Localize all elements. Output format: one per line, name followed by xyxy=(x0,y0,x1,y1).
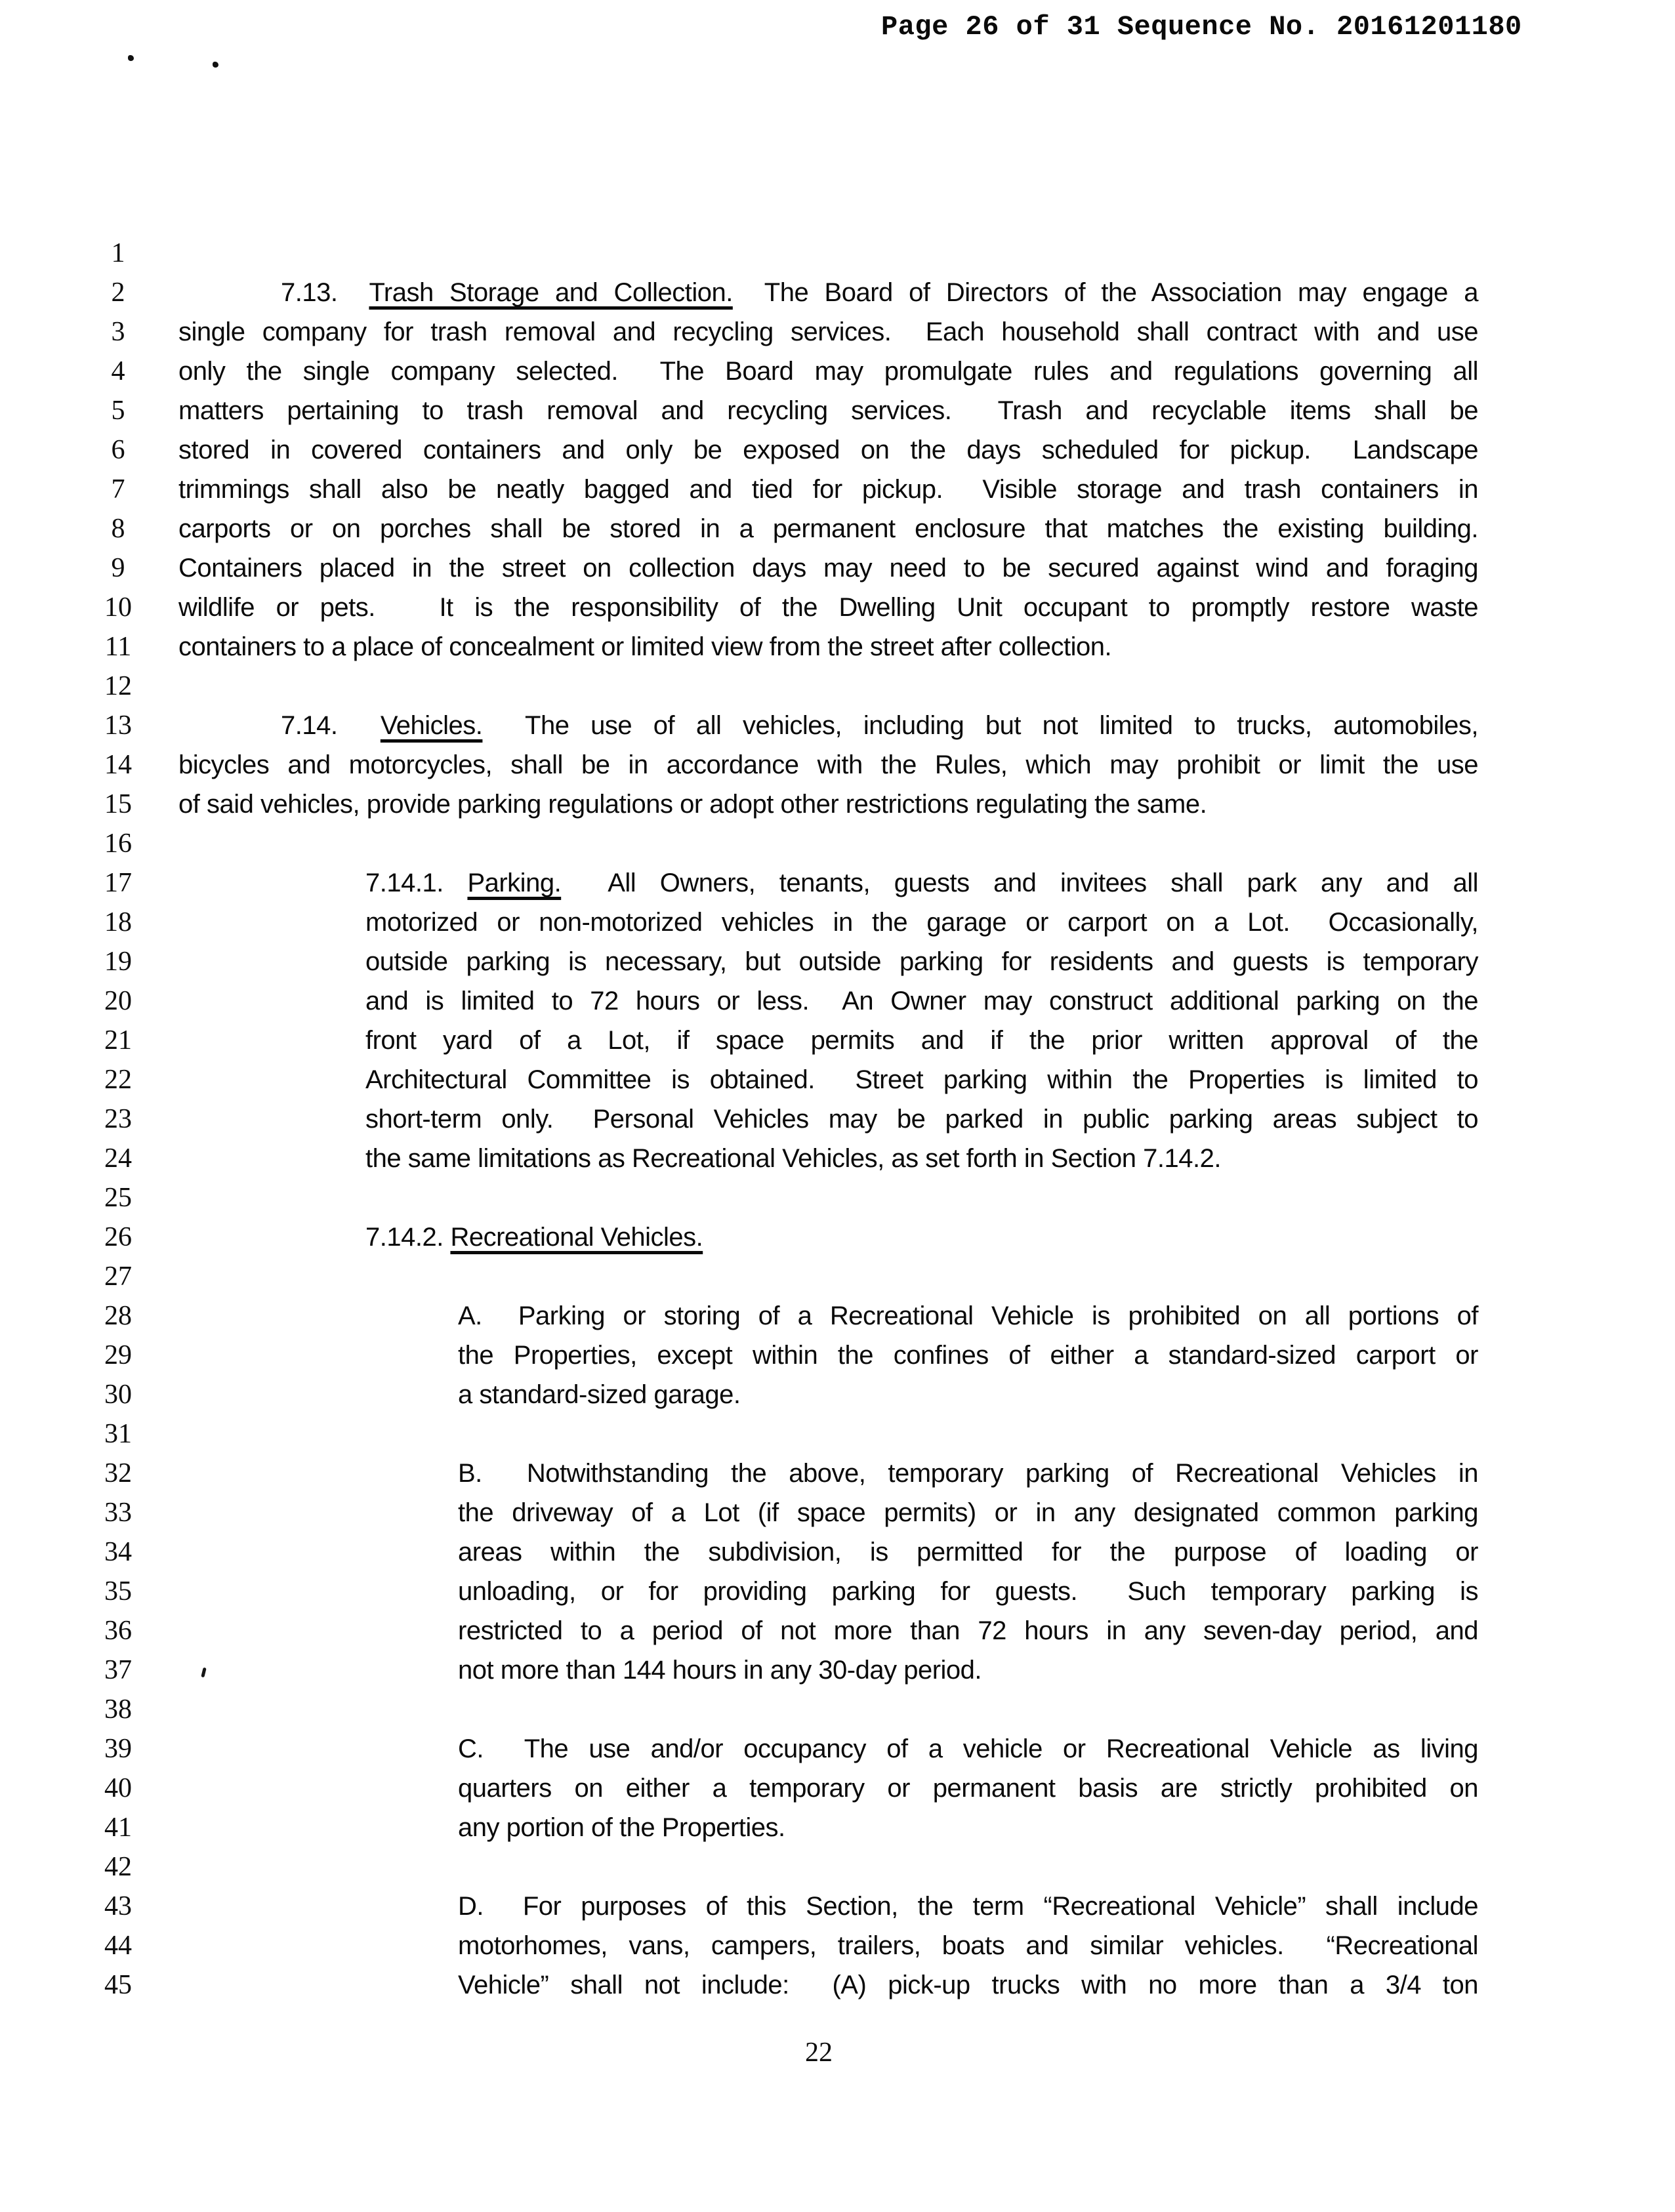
line-number: 23 xyxy=(104,1104,132,1134)
text-segment: a standard-sized garage. xyxy=(458,1380,741,1409)
text-segment: Containers placed in the street on collection days may need to be secured against wind and foraging xyxy=(178,554,1478,583)
line-number: 26 xyxy=(104,1222,132,1252)
line-number: 22 xyxy=(104,1065,132,1095)
document-line xyxy=(0,706,1675,745)
document-line xyxy=(0,666,1675,706)
text-segment: and is limited to 72 hours or less. An Owner may construct additional parking on the xyxy=(365,987,1478,1015)
line-number: 17 xyxy=(104,868,132,898)
line-text xyxy=(178,745,1478,785)
document-line xyxy=(0,1099,1675,1139)
text-segment: motorhomes, vans, campers, trailers, boats and similar vehicles. “Recreational xyxy=(458,1931,1478,1960)
document-line xyxy=(0,1650,1675,1690)
document-line xyxy=(0,1178,1675,1218)
document-line xyxy=(0,1847,1675,1887)
line-text xyxy=(458,1808,1478,1847)
text-segment: outside parking is necessary, but outside parking for residents and guests is temporary xyxy=(365,947,1478,976)
line-number: 25 xyxy=(104,1183,132,1213)
document-line xyxy=(0,588,1675,627)
line-text xyxy=(458,1769,1478,1808)
text-segment: the Properties, except within the confines of either a standard-sized carport or xyxy=(458,1341,1478,1370)
line-number: 7 xyxy=(111,474,125,504)
document-line xyxy=(0,1336,1675,1375)
text-segment: unloading, or for providing parking for guests. Such temporary parking is xyxy=(458,1577,1478,1606)
line-text xyxy=(458,1926,1478,1965)
line-number: 36 xyxy=(104,1616,132,1646)
document-line xyxy=(0,1021,1675,1060)
text-segment: not more than 144 hours in any 30-day period. xyxy=(458,1656,982,1685)
document-line xyxy=(0,1375,1675,1414)
line-number: 24 xyxy=(104,1143,132,1174)
line-text xyxy=(458,1650,1478,1690)
document-line xyxy=(0,234,1675,273)
line-text xyxy=(365,942,1478,981)
text-segment: A. Parking or storing of a Recreational Vehicle is prohibited on all portions of xyxy=(458,1301,1478,1330)
text-segment: carports or on porches shall be stored in a permanent enclosure that matches the existing building. xyxy=(178,514,1478,543)
document-line xyxy=(0,1257,1675,1296)
line-text xyxy=(458,1611,1478,1650)
line-text xyxy=(178,627,1478,666)
line-number: 40 xyxy=(104,1773,132,1803)
line-text xyxy=(365,1060,1478,1099)
line-text xyxy=(458,1296,1478,1336)
document-line xyxy=(0,273,1675,312)
line-number: 41 xyxy=(104,1813,132,1843)
text-segment: bicycles and motorcycles, shall be in accordance with the Rules, which may prohibit or limit the use xyxy=(178,750,1478,779)
line-number: 30 xyxy=(104,1380,132,1410)
line-text xyxy=(178,548,1478,588)
line-text xyxy=(365,863,1478,903)
line-text xyxy=(178,509,1478,548)
line-number: 11 xyxy=(104,632,132,662)
line-number: 32 xyxy=(104,1458,132,1488)
line-number: 13 xyxy=(104,710,132,741)
line-text xyxy=(178,470,1478,509)
text-segment: the same limitations as Recreational Vehicles, as set forth in Section 7.14.2. xyxy=(365,1144,1221,1173)
document-line xyxy=(0,1218,1675,1257)
line-number: 31 xyxy=(104,1419,132,1449)
line-number: 21 xyxy=(104,1025,132,1055)
line-text xyxy=(458,1375,1478,1414)
document-line xyxy=(0,1454,1675,1493)
section-title-underlined: Trash Storage and Collection. xyxy=(369,278,733,307)
document-line xyxy=(0,548,1675,588)
text-segment: front yard of a Lot, if space permits and if the prior written approval of the xyxy=(365,1026,1478,1055)
document-line xyxy=(0,1729,1675,1769)
text-segment: restricted to a period of not more than 72 hours in any seven-day period, and xyxy=(458,1616,1478,1645)
text-segment: The use of all vehicles, including but not limited to trucks, automobiles, xyxy=(482,711,1478,740)
line-number: 28 xyxy=(104,1301,132,1331)
line-number: 27 xyxy=(104,1261,132,1292)
document-line xyxy=(0,1139,1675,1178)
text-segment: All Owners, tenants, guests and invitees shall park any and all xyxy=(561,869,1478,897)
line-number: 3 xyxy=(111,317,125,347)
line-number: 9 xyxy=(111,553,125,583)
line-text xyxy=(178,391,1478,430)
line-number: 34 xyxy=(104,1537,132,1567)
document-line xyxy=(0,942,1675,981)
line-number: 10 xyxy=(104,592,132,623)
line-number: 12 xyxy=(104,671,132,701)
line-text xyxy=(365,903,1478,942)
document-line xyxy=(0,1572,1675,1611)
text-segment: 7.13. xyxy=(281,278,369,307)
line-number: 2 xyxy=(111,277,125,308)
document-line xyxy=(0,627,1675,666)
line-text xyxy=(178,312,1478,352)
document-line xyxy=(0,391,1675,430)
line-number: 38 xyxy=(104,1694,132,1725)
line-number: 37 xyxy=(104,1655,132,1685)
line-number: 39 xyxy=(104,1734,132,1764)
text-segment: single company for trash removal and recycling services. Each household shall contract with and use xyxy=(178,317,1478,346)
document-line xyxy=(0,863,1675,903)
line-text xyxy=(365,1139,1478,1178)
line-number: 29 xyxy=(104,1340,132,1370)
line-number: 4 xyxy=(111,356,125,386)
line-text xyxy=(281,706,1478,745)
line-number: 16 xyxy=(104,829,132,859)
text-segment: 7.14.1. xyxy=(365,869,468,897)
line-number: 20 xyxy=(104,986,132,1016)
document-line xyxy=(0,1493,1675,1532)
document-line xyxy=(0,785,1675,824)
text-segment: D. For purposes of this Section, the term “Recreational Vehicle” shall include xyxy=(458,1892,1478,1921)
line-text xyxy=(178,430,1478,470)
line-number: 6 xyxy=(111,435,125,465)
page-header-stamp: Page 26 of 31 Sequence No. 20161201180 xyxy=(881,11,1522,43)
line-text xyxy=(178,352,1478,391)
document-line xyxy=(0,745,1675,785)
line-text xyxy=(365,1218,1478,1257)
document-line xyxy=(0,352,1675,391)
document-line xyxy=(0,1769,1675,1808)
text-segment: Vehicle” shall not include: (A) pick-up trucks with no more than a 3/4 ton xyxy=(458,1971,1478,1999)
line-number: 14 xyxy=(104,750,132,780)
line-text xyxy=(458,1572,1478,1611)
text-segment: wildlife or pets. It is the responsibility of the Dwelling Unit occupant to promptly restore waste xyxy=(178,593,1478,622)
text-segment: C. The use and/or occupancy of a vehicle or Recreational Vehicle as living xyxy=(458,1734,1478,1763)
document-line xyxy=(0,1690,1675,1729)
document-line xyxy=(0,1414,1675,1454)
line-number: 35 xyxy=(104,1576,132,1607)
section-title-underlined: Recreational Vehicles. xyxy=(450,1223,703,1252)
text-segment: of said vehicles, provide parking regulations or adopt other restrictions regulating the same. xyxy=(178,790,1207,819)
line-text xyxy=(178,785,1478,824)
line-number: 33 xyxy=(104,1498,132,1528)
document-line xyxy=(0,981,1675,1021)
text-segment: areas within the subdivision, is permitted for the purpose of loading or xyxy=(458,1538,1478,1567)
text-segment: B. Notwithstanding the above, temporary parking of Recreational Vehicles in xyxy=(458,1459,1478,1488)
line-number: 44 xyxy=(104,1931,132,1961)
line-number: 18 xyxy=(104,907,132,937)
page-number-footer: 22 xyxy=(805,2038,833,2068)
section-title-underlined: Parking. xyxy=(467,869,562,897)
line-text xyxy=(458,1336,1478,1375)
line-number: 43 xyxy=(104,1891,132,1921)
document-line xyxy=(0,470,1675,509)
line-number: 8 xyxy=(111,514,125,544)
line-text xyxy=(458,1729,1478,1769)
line-number: 5 xyxy=(111,396,125,426)
line-text xyxy=(365,981,1478,1021)
line-number: 1 xyxy=(111,238,125,268)
document-line xyxy=(0,903,1675,942)
line-text xyxy=(458,1887,1478,1926)
text-segment: trimmings shall also be neatly bagged and tied for pickup. Visible storage and trash containers in xyxy=(178,475,1478,504)
document-line xyxy=(0,1296,1675,1336)
line-text xyxy=(281,273,1478,312)
line-text xyxy=(458,1454,1478,1493)
document-line xyxy=(0,1808,1675,1847)
line-number: 45 xyxy=(104,1970,132,2000)
section-title-underlined: Vehicles. xyxy=(380,711,483,740)
text-segment: matters pertaining to trash removal and recycling services. Trash and recyclable items shall be xyxy=(178,396,1478,425)
document-line xyxy=(0,1532,1675,1572)
text-segment: containers to a place of concealment or limited view from the street after collection. xyxy=(178,632,1112,661)
text-segment: only the single company selected. The Board may promulgate rules and regulations governing all xyxy=(178,357,1478,386)
text-segment: 7.14. xyxy=(281,711,381,740)
text-segment: short-term only. Personal Vehicles may be parked in public parking areas subject to xyxy=(365,1105,1478,1134)
line-text xyxy=(365,1099,1478,1139)
line-text xyxy=(458,1493,1478,1532)
document-line xyxy=(0,1887,1675,1926)
line-text xyxy=(458,1532,1478,1572)
line-number: 15 xyxy=(104,789,132,819)
document-line xyxy=(0,1060,1675,1099)
text-segment: any portion of the Properties. xyxy=(458,1813,785,1842)
document-line xyxy=(0,1926,1675,1965)
text-segment: Architectural Committee is obtained. Street parking within the Properties is limited to xyxy=(365,1065,1478,1094)
line-number: 42 xyxy=(104,1852,132,1882)
text-segment: stored in covered containers and only be exposed on the days scheduled for pickup. Landscape xyxy=(178,436,1478,464)
line-number: 19 xyxy=(104,947,132,977)
text-segment: quarters on either a temporary or permanent basis are strictly prohibited on xyxy=(458,1774,1478,1803)
line-text xyxy=(365,1021,1478,1060)
scan-speck xyxy=(213,62,218,68)
scan-speck xyxy=(128,55,134,61)
text-segment: the driveway of a Lot (if space permits) or in any designated common parking xyxy=(458,1498,1478,1527)
document-line xyxy=(0,1965,1675,2005)
document-line xyxy=(0,824,1675,863)
document-line xyxy=(0,312,1675,352)
document-line xyxy=(0,430,1675,470)
line-text xyxy=(458,1965,1478,2005)
document-line xyxy=(0,1611,1675,1650)
line-text xyxy=(178,588,1478,627)
text-segment: motorized or non-motorized vehicles in the garage or carport on a Lot. Occasionally, xyxy=(365,908,1478,937)
document-line xyxy=(0,509,1675,548)
text-segment: The Board of Directors of the Association may engage a xyxy=(732,278,1479,307)
text-segment: 7.14.2. xyxy=(365,1223,451,1252)
